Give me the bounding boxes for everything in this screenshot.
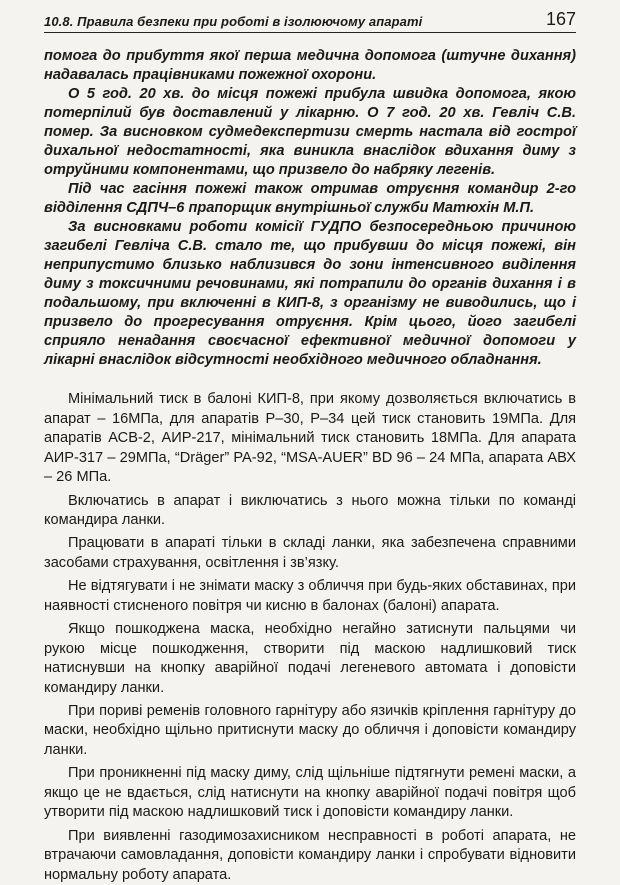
rule-paragraph: Мінімальний тиск в балоні КИП-8, при якому дозволяється включатись в апарат – 16МПа, для апаратів Р–30, Р–34 цей тиск становить 19МПа. Для апаратів АСВ-2, АИР-217, мінімальний тиск становить 18МПа. Для апарата АИР-317 – 29МПа, “Dräger” PA-92, “MSA-AUER” BD 96 – 24 МПа, апарата АВХ – 26 МПа. bbox=[44, 391, 576, 486]
rule-paragraph: При виявленні газодимозахисником несправності в роботі апарата, не втрачаючи самовладання, доповісти командиру ланки і спробувати відновити нормальну роботу апарата. bbox=[44, 827, 576, 883]
rule-paragraph: При пориві ременів головного гарнітуру або язичків кріплення гарнітуру до маски, необхідно щільно притиснути маску до обличчя і доповісти командиру ланки. bbox=[44, 702, 576, 759]
rule-paragraph: Працювати в апараті тільки в складі ланки, яка забезпечена справними засобами страхування, освітлення і зв’язку. bbox=[44, 535, 576, 571]
running-header bbox=[44, 6, 576, 33]
safety-rules bbox=[44, 390, 576, 885]
rule-paragraph: При проникненні під маску диму, слід щільніше підтягнути ремені маски, а якщо це не вдається, слід натиснути на кнопку аварійної подачі повітря щоб утворити під маскою надлишковий тиск і доповісти командиру ланки. bbox=[44, 765, 576, 821]
incident-report bbox=[44, 47, 576, 370]
rule-paragraph: Якщо пошкоджена маска, необхідно негайно затиснути пальцями чи рукою місце пошкодження, створити під маскою надлишковий тиск натиснувши на кнопку аварійної подачі легеневого автомата і доповісти командиру ланки. bbox=[44, 620, 576, 696]
rule-paragraph: Не відтягувати і не знімати маску з обличчя при будь-яких обставинах, при наявності стисненого повітря чи кисню в балонах (балоні) апарата. bbox=[44, 578, 576, 614]
incident-paragraph: помога до прибуття якої перша медична допомога (штучне дихання) надавалась працівниками пожежної охорони. bbox=[44, 48, 576, 83]
incident-paragraph: Під час гасіння пожежі також отримав отруєння командир 2-го відділення СДПЧ–6 прапорщик внутрішньої служби Матюхін М.П. bbox=[44, 181, 576, 216]
incident-paragraph: За висновками роботи комісії ГУДПО безпосередньою причиною загибелі Гевліча С.В. стало те, що прибувши до місця пожежі, він неприпустимо близько наблизився до зони інтенсивного виділення диму з токсичними речовинами, які потрапили до органів дихання і в подальшому, при включенні в КИП-8, з організму не виводились, що і призвело до прогресування отруєння. Крім цього, його загибелі сприяло ненадання своєчасної ефективної медичної допомоги у лікарні внаслідок відсутності необхідного медичного обладнання. bbox=[44, 219, 576, 368]
rule-paragraph: Включатись в апарат і виключатись з нього можна тільки по команді командира ланки. bbox=[44, 492, 576, 529]
page-number: 167 bbox=[545, 9, 576, 29]
section-title: 10.8. Правила безпеки при роботі в ізолюючому апараті bbox=[44, 14, 423, 29]
incident-paragraph: О 5 год. 20 хв. до місця пожежі прибула швидка допомога, якою потерпілий був доставлений у лікарню. О 7 год. 20 хв. Гевліч С.В. помер. За висновком судмедекспертизи смерть настала від гострої дихальної недостатності, яка виникла внаслідок вдихання диму з отруйними компонентами, що призвело до набряку легенів. bbox=[44, 86, 576, 178]
